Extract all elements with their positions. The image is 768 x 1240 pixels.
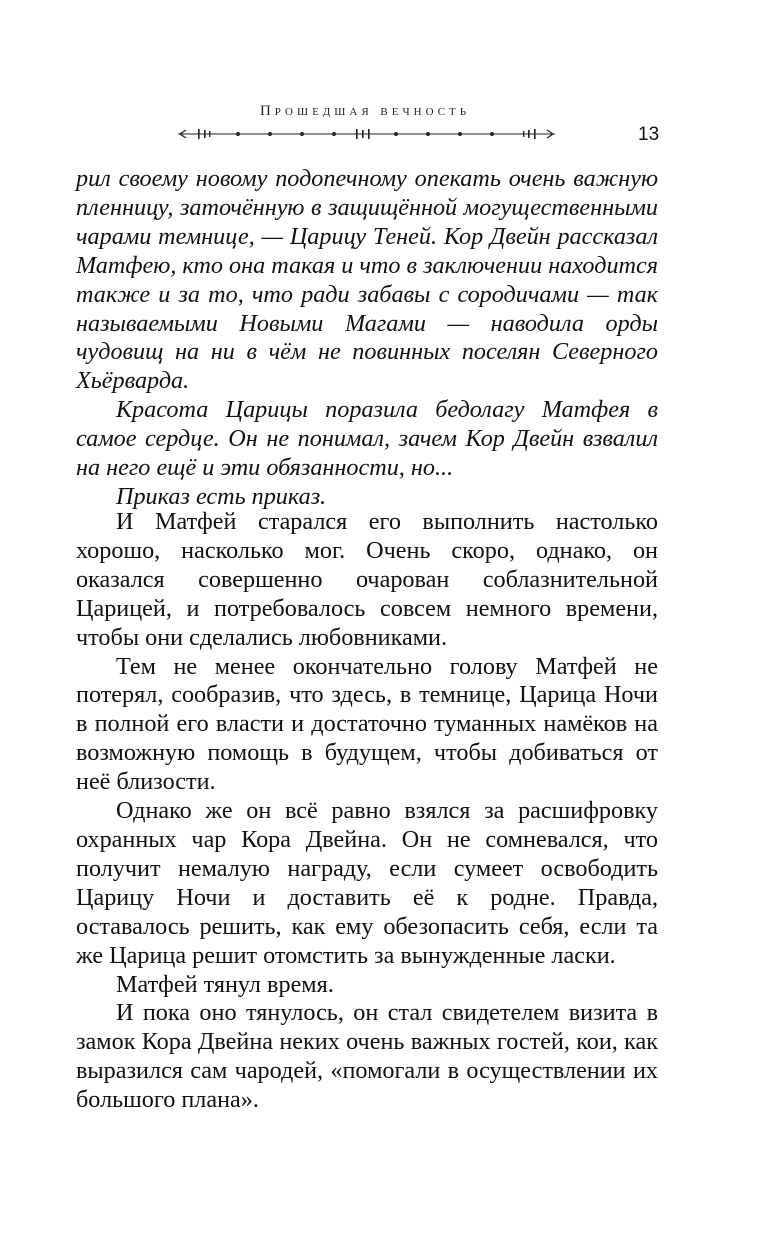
italic-paragraph: Приказ есть приказ. (116, 482, 327, 510)
body-paragraph: Матфей тянул время. (116, 970, 334, 998)
ornament-divider (178, 128, 555, 140)
running-title: Прошедшая вечность (259, 103, 471, 119)
italic-passage (76, 165, 658, 512)
body-paragraph: И Матфей старался его выполнить настолько хорошо, насколько мог. Очень скоро, однако, он оказался совершенно очарован соблазнительной Царицей, и потребовалось совсем немного времени, чтобы они сделались любовниками. (76, 508, 658, 651)
main-passage (76, 508, 658, 1115)
body-paragraph: Однако же он всё равно взялся за расшифровку охранных чар Кора Двейна. Он не сомневался, что получит немалую награду, если сумеет освободить Царицу Ночи и доставить её к родне. Правда, оставалось решить, как ему обезопасить себя, если та же Царица решит отомстить за вынужденные ласки. (76, 797, 658, 969)
italic-paragraph: рил своему новому подопечному опекать очень важную пленницу, заточённую в защищённой могущественными чарами темнице, — Царицу Теней. Кор Двейн рассказал Матфею, кто она такая и что в заключении находится также и за то, что ради забавы с сородичами — так называемыми Новыми Магами — наводила орды чудовищ на ни в чём не повинных поселян Северного Хьёрварда. (76, 165, 658, 395)
body-paragraph: И пока оно тянулось, он стал свидетелем визита в замок Кора Двейна неких очень важных гостей, кои, как выразился сам чародей, «помогали в осуществлении их большого плана». (76, 999, 658, 1114)
italic-paragraph: Красота Царицы поразила бедолагу Матфея в самое сердце. Он не понимал, зачем Кор Двейн взвалил на него ещё и эти обязанности, но... (76, 396, 658, 482)
page-number: 13 (638, 124, 660, 145)
body-paragraph: Тем не менее окончательно голову Матфей не потерял, сообразив, что здесь, в темнице, Царица Ночи в полной его власти и достаточно туманных намёков на возможную помощь в будущем, чтобы добиваться от неё близости. (76, 652, 658, 796)
